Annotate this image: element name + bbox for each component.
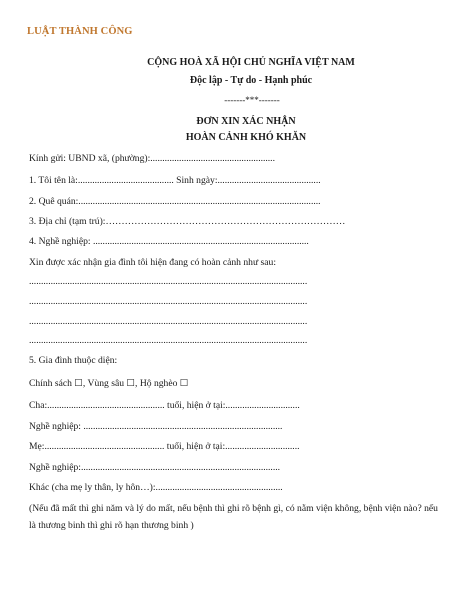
document-title: ĐƠN XIN XÁC NHẬN <box>196 116 296 127</box>
father-occupation-line: Nghề nghiệp: ................................................................................... <box>29 421 283 432</box>
brand-label: LUẬT THÀNH CÔNG <box>27 26 133 37</box>
blank-line: .................................................................................................................... <box>29 316 308 327</box>
national-motto: Độc lập - Tự do - Hạnh phúc <box>189 75 313 86</box>
hometown-line: 2. Quê quán:..................................................................................................... <box>29 196 321 207</box>
instruction-note: (Nếu đã mất thì ghi năm và lý do mất, nếu bệnh thì ghi rõ bệnh gì, có nằm viện không, bệnh viện nào? nếu là thương binh thì ghi rõ hạn thương binh ) <box>29 503 438 531</box>
address-line: 3. Địa chỉ (tạm trú):………………………………………………………………… <box>29 216 346 227</box>
blank-line: .................................................................................................................... <box>29 335 308 346</box>
mother-line: Mẹ:.................................................. tuổi, hiện ở tại:............................... <box>29 441 300 452</box>
request-line: Xin được xác nhận gia đình tôi hiện đang có hoàn cảnh như sau: <box>29 257 276 268</box>
occupation-line: 4. Nghề nghiệp: .......................................................................................... <box>29 236 309 247</box>
mother-occupation-line: Nghề nghiệp:................................................................................... <box>29 462 281 473</box>
document-subtitle: HOÀN CẢNH KHÓ KHĂN <box>185 132 307 143</box>
father-line: Cha:................................................. tuổi, hiện ở tại:............................... <box>29 400 300 411</box>
blank-line: .................................................................................................................... <box>29 276 308 287</box>
other-circumstance-line: Khác (cha mẹ ly thân, ly hôn…):..................................................... <box>29 482 283 493</box>
header-separator: -------***------- <box>224 95 280 105</box>
recipient-line: Kính gửi: UBND xã, (phường):.................................................... <box>29 153 275 164</box>
blank-line: .................................................................................................................... <box>29 296 308 307</box>
national-title: CỘNG HOÀ XÃ HỘI CHỦ NGHĨA VIỆT NAM <box>147 57 355 68</box>
name-birthdate-line: 1. Tôi tên là:........................................ Sinh ngày:........................................... <box>29 175 321 186</box>
family-category-heading: 5. Gia đình thuộc diện: <box>29 355 118 366</box>
family-category-options: Chính sách ☐, Vùng sâu ☐, Hộ nghèo ☐ <box>29 378 189 389</box>
